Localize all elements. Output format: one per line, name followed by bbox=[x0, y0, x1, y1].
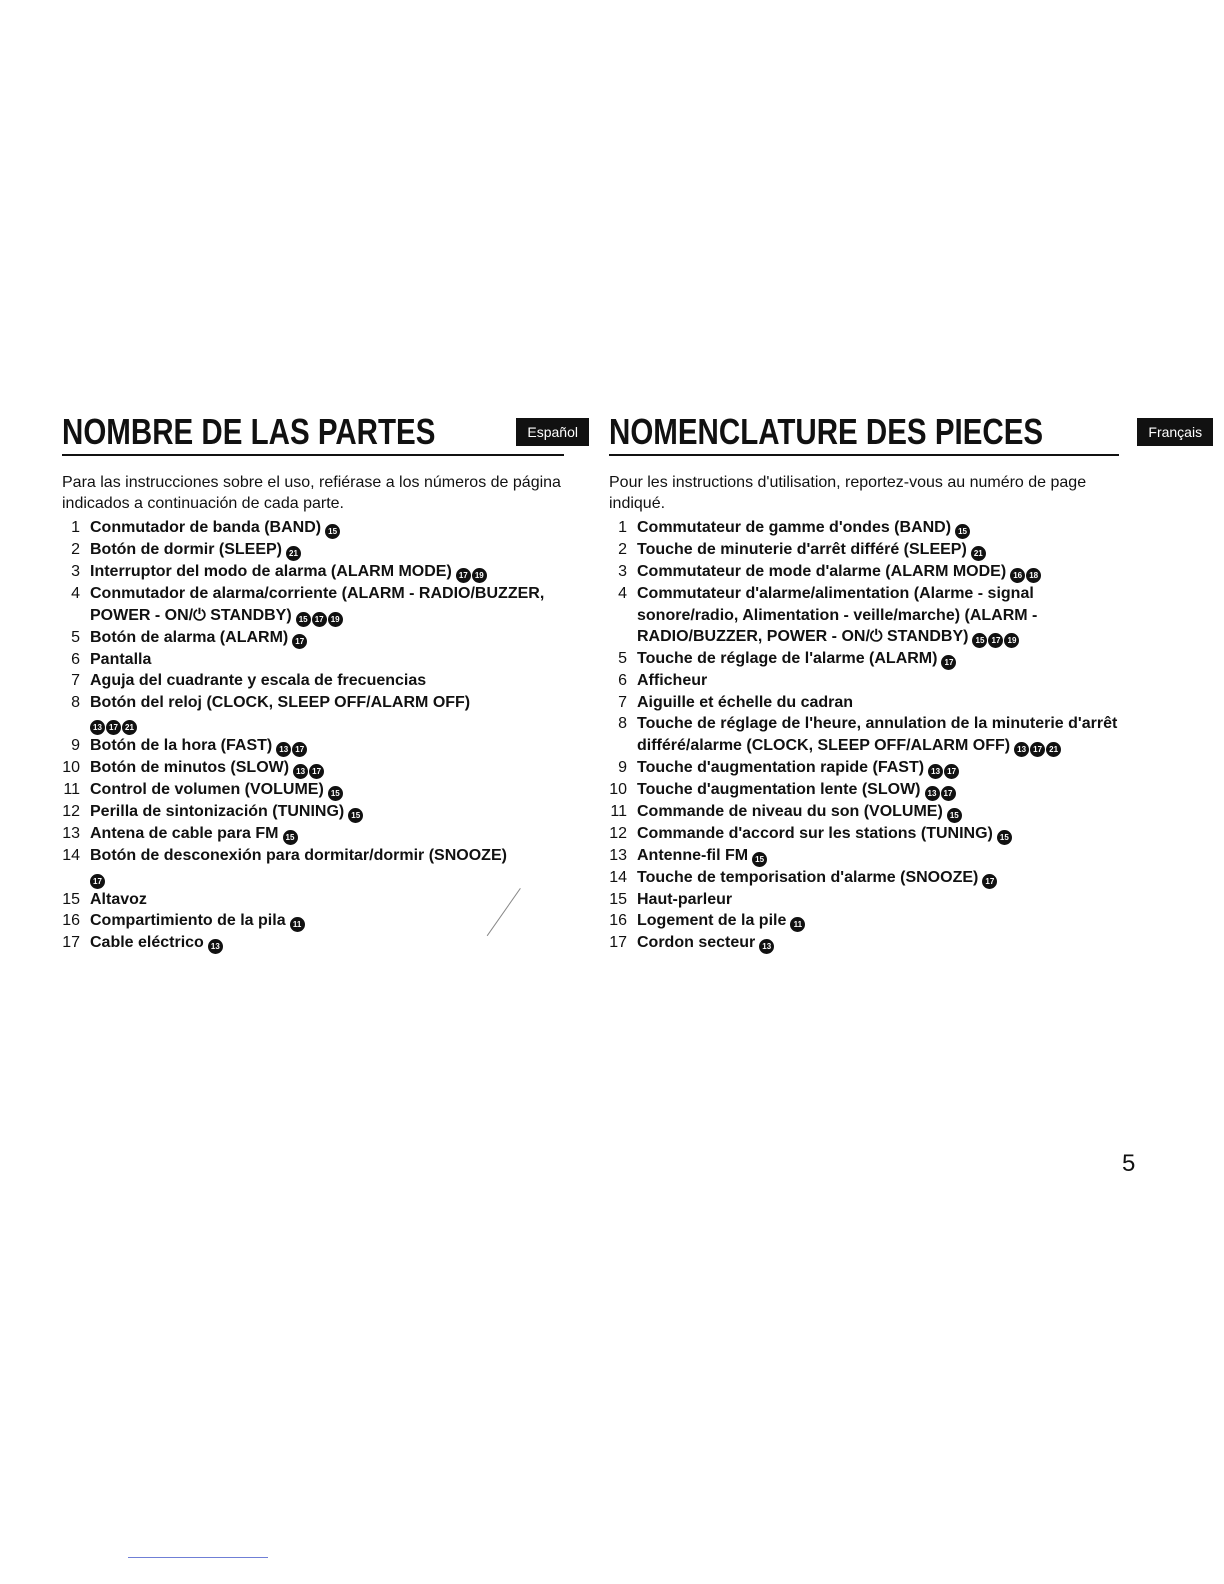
part-item bbox=[609, 561, 1119, 583]
page-reference-circle: 15 bbox=[955, 524, 970, 539]
page-reference-circle: 19 bbox=[472, 568, 487, 583]
part-number: 11 bbox=[63, 781, 80, 798]
part-number: 12 bbox=[62, 803, 80, 820]
page-references bbox=[208, 934, 224, 951]
part-item bbox=[62, 561, 564, 583]
part-number: 2 bbox=[71, 541, 80, 558]
part-label: Botón de minutos (SLOW) bbox=[90, 759, 290, 776]
part-item bbox=[609, 692, 1119, 714]
page-references bbox=[752, 847, 768, 864]
part-number: 1 bbox=[71, 519, 80, 536]
page-references bbox=[290, 912, 306, 929]
part-number: 11 bbox=[610, 802, 627, 820]
part-label: Altavoz bbox=[90, 890, 147, 908]
page-reference-circle: 21 bbox=[286, 546, 301, 561]
part-label: Botón de dormir (SLEEP) bbox=[90, 541, 282, 558]
part-item bbox=[609, 889, 1119, 911]
part-number: 2 bbox=[618, 541, 627, 558]
part-item bbox=[62, 757, 564, 779]
part-item bbox=[609, 932, 1119, 954]
page-references bbox=[283, 825, 299, 842]
page-references bbox=[292, 629, 308, 646]
part-number: 12 bbox=[609, 824, 627, 842]
part-item bbox=[62, 823, 564, 845]
part-number: 7 bbox=[71, 672, 80, 689]
part-item bbox=[609, 670, 1119, 692]
page-references bbox=[456, 563, 488, 580]
part-number: 3 bbox=[618, 563, 627, 580]
page-references bbox=[296, 607, 344, 624]
part-label: Commutateur d'alarme/alimentation (Alarme - signal sonore/radio, Alimentation - veille/marche) (ALARM - RADIO/BUZZER, POWER - ON/⏻ STANDBY) bbox=[637, 585, 1038, 645]
page-references bbox=[276, 737, 308, 754]
page-references bbox=[947, 803, 963, 820]
french-language-badge: Français bbox=[1138, 419, 1212, 445]
page-reference-circle: 13 bbox=[1014, 742, 1029, 757]
page-reference-circle: 15 bbox=[325, 524, 340, 539]
page-references bbox=[997, 825, 1013, 842]
spanish-parts-list bbox=[62, 517, 564, 954]
page-reference-circle: 13 bbox=[925, 786, 940, 801]
part-label: Touche d'augmentation lente (SLOW) bbox=[637, 780, 921, 798]
part-label: Touche d'augmentation rapide (FAST) bbox=[637, 758, 925, 776]
part-label: Antena de cable para FM bbox=[90, 825, 279, 842]
part-label: Botón de alarma (ALARM) bbox=[90, 628, 289, 646]
part-item bbox=[609, 713, 1119, 757]
part-label: Perilla de sintonización (TUNING) bbox=[90, 803, 345, 820]
part-number: 10 bbox=[62, 759, 80, 776]
page-reference-circle: 17 bbox=[1030, 742, 1045, 757]
page-references bbox=[928, 759, 960, 776]
page-reference-circle: 13 bbox=[293, 764, 308, 779]
part-number: 7 bbox=[618, 693, 627, 711]
page-reference-circle: 15 bbox=[972, 633, 987, 648]
page-references bbox=[955, 519, 971, 536]
part-number: 10 bbox=[609, 780, 627, 798]
page-reference-circle: 21 bbox=[971, 546, 986, 561]
page-reference-circle: 17 bbox=[309, 764, 324, 779]
part-label: Conmutador de banda (BAND) bbox=[90, 519, 322, 536]
page-reference-circle: 15 bbox=[947, 808, 962, 823]
spanish-language-badge: Español bbox=[517, 419, 588, 445]
part-number: 8 bbox=[71, 693, 80, 711]
page-reference-circle: 17 bbox=[90, 874, 105, 889]
spanish-intro: Para las instrucciones sobre el uso, refiérase a los números de página indicados a continuación de cada parte. bbox=[62, 474, 561, 512]
page-references bbox=[972, 628, 1020, 645]
french-column bbox=[609, 411, 1203, 954]
french-title: NOMENCLATURE DES PIECES bbox=[609, 411, 1044, 452]
french-parts-list bbox=[609, 517, 1119, 954]
part-label: Botón del reloj (CLOCK, SLEEP OFF/ALARM OFF) bbox=[90, 693, 471, 711]
page-references bbox=[982, 869, 998, 886]
part-label: Aiguille et échelle du cadran bbox=[637, 693, 854, 711]
part-item bbox=[609, 779, 1119, 801]
page-reference-circle: 17 bbox=[106, 720, 121, 735]
part-number: 8 bbox=[618, 715, 627, 732]
page-reference-circle: 18 bbox=[1026, 568, 1041, 583]
part-item bbox=[62, 539, 564, 561]
page-reference-circle: 17 bbox=[292, 634, 307, 649]
part-label: Pantalla bbox=[90, 650, 152, 668]
part-item bbox=[609, 845, 1119, 867]
page-reference-circle: 17 bbox=[456, 568, 471, 583]
part-number: 6 bbox=[71, 650, 80, 668]
page-reference-circle: 11 bbox=[290, 917, 305, 932]
part-item bbox=[62, 735, 564, 757]
french-intro: Pour les instructions d'utilisation, reportez-vous au numéro de page indiqué. bbox=[609, 474, 1087, 512]
part-label: Botón de desconexión para dormitar/dormir (SNOOZE) bbox=[90, 847, 507, 864]
page-reference-circle: 16 bbox=[1010, 568, 1025, 583]
part-label: Haut-parleur bbox=[637, 890, 733, 908]
page-reference-circle: 15 bbox=[328, 786, 343, 801]
part-item bbox=[62, 649, 564, 671]
page-references bbox=[348, 803, 364, 820]
part-label: Cable eléctrico bbox=[90, 934, 204, 951]
page-reference-circle: 15 bbox=[296, 612, 311, 627]
part-item bbox=[62, 889, 564, 911]
page-reference-circle: 17 bbox=[941, 655, 956, 670]
page-reference-circle: 21 bbox=[1046, 742, 1061, 757]
page-reference-circle: 15 bbox=[348, 808, 363, 823]
page-reference-circle: 13 bbox=[759, 939, 774, 954]
part-label: Control de volumen (VOLUME) bbox=[90, 781, 324, 798]
part-item bbox=[62, 627, 564, 649]
page-references bbox=[971, 541, 987, 558]
page-reference-circle: 17 bbox=[944, 764, 959, 779]
part-number: 4 bbox=[618, 585, 627, 602]
part-number: 17 bbox=[62, 934, 80, 951]
part-item bbox=[609, 801, 1119, 823]
page-reference-circle: 15 bbox=[752, 852, 767, 867]
part-item bbox=[62, 801, 564, 823]
part-item bbox=[609, 823, 1119, 845]
part-number: 5 bbox=[71, 628, 80, 646]
part-number: 3 bbox=[71, 563, 80, 580]
part-number: 6 bbox=[618, 672, 627, 689]
page-reference-circle: 15 bbox=[283, 830, 298, 845]
page-references bbox=[925, 781, 957, 798]
part-item bbox=[609, 757, 1119, 779]
page-references bbox=[293, 759, 325, 776]
page-references bbox=[325, 519, 341, 536]
page-reference-circle: 15 bbox=[997, 830, 1012, 845]
part-label: Touche de réglage de l'alarme (ALARM) bbox=[637, 650, 938, 667]
page-reference-circle: 17 bbox=[312, 612, 327, 627]
part-label: Interruptor del modo de alarma (ALARM MODE) bbox=[90, 563, 452, 580]
part-label: Aguja del cuadrante y escala de frecuencias bbox=[90, 672, 427, 689]
part-label: Commande d'accord sur les stations (TUNING) bbox=[637, 824, 993, 842]
page-references bbox=[328, 781, 344, 798]
part-item bbox=[609, 867, 1119, 889]
part-number: 4 bbox=[71, 585, 80, 602]
part-item bbox=[62, 779, 564, 801]
part-number: 14 bbox=[62, 847, 80, 864]
footer-rule bbox=[128, 1557, 268, 1558]
page-number: 5 bbox=[1122, 1150, 1136, 1177]
page-reference-circle: 13 bbox=[90, 720, 105, 735]
page-references bbox=[286, 541, 302, 558]
page-references bbox=[790, 912, 806, 929]
part-label: Antenne-fil FM bbox=[637, 846, 749, 864]
french-header bbox=[609, 411, 1203, 456]
page-references bbox=[1014, 737, 1062, 754]
page-reference-circle: 17 bbox=[988, 633, 1003, 648]
part-item bbox=[62, 583, 564, 627]
page-references bbox=[90, 713, 564, 735]
part-label: Cordon secteur bbox=[637, 934, 756, 951]
part-item bbox=[609, 910, 1119, 932]
part-item bbox=[609, 583, 1119, 648]
page-reference-circle: 21 bbox=[122, 720, 137, 735]
part-item bbox=[62, 670, 564, 692]
part-number: 16 bbox=[62, 912, 80, 929]
part-number: 15 bbox=[62, 890, 80, 908]
part-label: Conmutador de alarma/corriente (ALARM - RADIO/BUZZER, POWER - ON/⏻ STANDBY) bbox=[90, 585, 545, 624]
part-label: Afficheur bbox=[637, 672, 708, 689]
page-reference-circle: 19 bbox=[328, 612, 343, 627]
part-label: Logement de la pile bbox=[637, 912, 787, 929]
page-reference-circle: 13 bbox=[208, 939, 223, 954]
part-number: 1 bbox=[618, 519, 627, 536]
part-item bbox=[62, 517, 564, 539]
page-reference-circle: 13 bbox=[928, 764, 943, 779]
part-item bbox=[609, 517, 1119, 539]
page-reference-circle: 19 bbox=[1004, 633, 1019, 648]
part-item bbox=[609, 539, 1119, 561]
page-reference-circle: 17 bbox=[292, 742, 307, 757]
part-label: Touche de réglage de l'heure, annulation de la minuterie d'arrêt différé/alarme (CLOCK, SLEEP OFF/ALARM OFF) bbox=[637, 715, 1118, 754]
part-label: Commutateur de gamme d'ondes (BAND) bbox=[637, 519, 952, 536]
part-label: Touche de temporisation d'alarme (SNOOZE) bbox=[637, 868, 979, 886]
page-references bbox=[1010, 563, 1042, 580]
spanish-title: NOMBRE DE LAS PARTES bbox=[62, 411, 436, 452]
part-label: Commande de niveau du son (VOLUME) bbox=[637, 802, 943, 820]
page-references bbox=[90, 867, 564, 889]
part-item bbox=[62, 932, 564, 954]
part-number: 15 bbox=[609, 890, 627, 908]
part-number: 14 bbox=[609, 868, 627, 886]
part-label: Compartimiento de la pila bbox=[90, 912, 286, 929]
part-number: 5 bbox=[618, 650, 627, 667]
part-item bbox=[62, 910, 564, 932]
part-number: 9 bbox=[618, 758, 627, 776]
part-number: 17 bbox=[609, 934, 627, 951]
spanish-column bbox=[62, 411, 578, 954]
page-reference-circle: 11 bbox=[790, 917, 805, 932]
part-item bbox=[609, 648, 1119, 670]
page-references bbox=[759, 934, 775, 951]
part-label: Commutateur de mode d'alarme (ALARM MODE) bbox=[637, 563, 1007, 580]
part-label: Botón de la hora (FAST) bbox=[90, 737, 273, 754]
page-reference-circle: 17 bbox=[941, 786, 956, 801]
page-references bbox=[941, 650, 957, 667]
spanish-header bbox=[62, 411, 578, 456]
part-item bbox=[62, 845, 564, 889]
part-label: Touche de minuterie d'arrêt différé (SLEEP) bbox=[637, 541, 967, 558]
part-number: 13 bbox=[609, 846, 627, 864]
part-number: 13 bbox=[62, 825, 80, 842]
part-number: 9 bbox=[71, 737, 80, 754]
part-item bbox=[62, 692, 564, 736]
page-reference-circle: 17 bbox=[982, 874, 997, 889]
part-number: 16 bbox=[609, 912, 627, 929]
page-reference-circle: 13 bbox=[276, 742, 291, 757]
